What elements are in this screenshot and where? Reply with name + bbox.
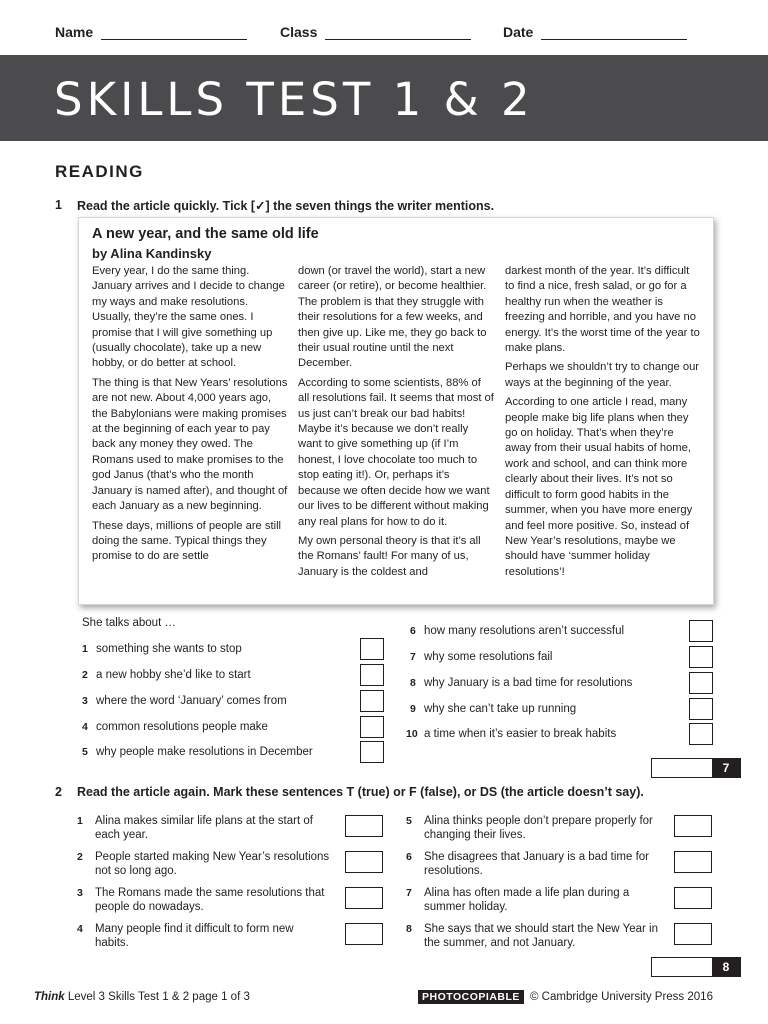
option-text: how many resolutions aren’t successful [424,625,625,637]
tick-box[interactable] [360,716,384,738]
tick-box[interactable] [360,664,384,686]
option-item [406,728,616,740]
tf-item [406,850,659,878]
option-number: 10 [406,728,418,740]
score-entry[interactable] [652,759,712,777]
item-text: She disagrees that January is a bad time for resolutions. [424,851,650,877]
option-text: something she wants to stop [96,643,242,655]
paragraph: According to one article I read, many people make big life plans when they go on holiday. That’s when they’re away from their usual habits of home, work and school, and can think more clearly about their lives. It’s not so difficult to form good habits in the summer, when you have more energy and feel more positive. So, instead of New Year’s resolutions, maybe we should have ‘summer holiday resolutions’! [505,396,693,578]
item-number: 3 [77,887,83,899]
paragraph: These days, millions of people are still doing the same. Typical things they promise to do are settle [92,519,282,563]
option-text: why people make resolutions in December [96,746,313,758]
tick-box[interactable] [360,638,384,660]
tick-box[interactable] [689,698,713,720]
tf-item [77,922,330,950]
paragraph: down (or travel the world), start a new career (or retire), or become healthier. The problem is that they struggle with their resolutions for a few weeks, and then give up. Like me, they go back to their usual routine until the next December. [298,265,487,370]
paragraph: Perhaps we shouldn’t try to change our ways at the beginning of the year. [505,361,700,389]
talks-about-label: She talks about … [82,617,176,629]
item-number: 8 [406,923,412,935]
answer-box[interactable] [674,923,712,945]
option-text: a new hobby she’d like to start [96,669,251,681]
answer-box[interactable] [345,887,383,909]
option-item [82,643,242,655]
option-number: 6 [410,625,416,637]
option-number: 9 [410,703,416,715]
item-text: People started making New Year’s resolutions not so long ago. [95,851,330,877]
date-field [503,24,687,40]
score-total: 8 [712,958,740,976]
paragraph: Every year, I do the same thing. January arrives and I decide to change my ways and make resolutions. Usually, they’re the same ones. I promise that I will give something up (usually chocolate), take up a new hobby, or do better at school. [92,265,285,370]
tick-box[interactable] [360,690,384,712]
tick-box[interactable] [689,672,713,694]
date-input-line[interactable] [541,26,687,40]
instruction-text: Read the article quickly. Tick [✓] the seven things the writer mentions. [77,199,495,213]
answer-box[interactable] [345,815,383,837]
option-number: 3 [82,695,88,707]
option-number: 8 [410,677,416,689]
option-number: 5 [82,746,88,758]
option-number: 4 [82,721,88,733]
tf-item [406,814,659,842]
answer-box[interactable] [674,887,712,909]
paragraph: My own personal theory is that it’s all the Romans’ fault! For many of us, January is the coldest and [298,534,481,578]
option-number: 1 [82,643,88,655]
title-banner [0,55,768,141]
answer-box[interactable] [674,815,712,837]
answer-box[interactable] [345,851,383,873]
article-column-1 [92,264,288,569]
item-number: 7 [406,887,412,899]
series-name: Think [34,991,65,1003]
tick-box[interactable] [689,646,713,668]
item-number: 5 [406,815,412,827]
name-label: Name [55,24,94,40]
footer-level: Level 3 Skills Test 1 & 2 page 1 of 3 [67,991,250,1003]
score-box [651,957,741,977]
class-input-line[interactable] [325,26,471,40]
option-text: where the word ‘January’ comes from [96,695,287,707]
option-text: common resolutions people make [96,721,268,733]
option-item [82,669,251,681]
item-number: 6 [406,851,412,863]
tick-box[interactable] [689,723,713,745]
name-field [55,24,247,40]
item-text: Alina thinks people don’t prepare properly for changing their lives. [424,815,653,841]
option-number: 7 [410,651,416,663]
copyright-text: © Cambridge University Press 2016 [530,991,713,1003]
option-number: 2 [82,669,88,681]
option-item [82,695,287,707]
item-text: Alina makes similar life plans at the start of each year. [95,815,313,841]
tf-item [77,886,330,914]
article-title: A new year, and the same old life [92,226,319,242]
name-input-line[interactable] [101,26,247,40]
page-title: SKILLS TEST 1 & 2 [54,73,534,126]
question-number: 2 [55,785,62,799]
option-item [410,677,632,689]
item-text: She says that we should start the New Year in the summer, and not January. [424,923,658,949]
item-text: The Romans made the same resolutions that people do nowadays. [95,887,325,913]
paragraph: According to some scientists, 88% of all resolutions fail. It seems that most of us just can’t break our bad habits! Maybe it’s because we don’t really want to give something up (if I’m honest, I love chocolate too much to stop eating it!). Or, perhaps it’s because we often decide how we want our lives to be different without making any real plans for how to do it. [298,376,494,528]
paragraph: The thing is that New Years’ resolutions are not new. About 4,000 years ago, the Babylonians were making promises at the beginning of each year to pay back any money they owed. The Romans used to make promises to the god Janus (that’s who the month January is named after), and thought of each January as a new beginning. [92,376,288,513]
tf-item [77,850,330,878]
article-column-3 [505,264,701,584]
answer-box[interactable] [674,851,712,873]
article-column-2 [298,264,494,584]
option-text: why January is a bad time for resolutions [424,677,633,689]
option-item [410,651,552,663]
tf-item [406,922,659,950]
section-title: READING [55,162,144,181]
item-number: 4 [77,923,83,935]
tf-item [77,814,330,842]
option-item [410,625,624,637]
instruction-text: Read the article again. Mark these sentences T (true) or F (false), or DS (the article doesn’t say). [77,785,644,799]
option-text: why some resolutions fail [424,651,553,663]
tf-item [406,886,659,914]
question-1-instruction [55,198,494,213]
footer-info [34,991,250,1003]
paragraph: darkest month of the year. It’s difficult to find a nice, fresh salad, or go for a healthy run when the weather is freezing and horrible, and you have no energy. It’s the worst time of the year to make plans. [505,265,700,355]
tick-box[interactable] [689,620,713,642]
date-label: Date [503,24,534,40]
article-box [78,217,714,605]
option-item [410,703,576,715]
option-text: why she can’t take up running [424,703,577,715]
score-total: 7 [712,759,740,777]
class-field [280,24,471,40]
question-2-instruction [55,785,644,799]
score-box [651,758,741,778]
score-entry[interactable] [652,958,712,976]
photocopiable-badge: PHOTOCOPIABLE [418,990,524,1004]
item-number: 2 [77,851,83,863]
option-item [82,721,268,733]
article-byline: by Alina Kandinsky [92,246,212,261]
class-label: Class [280,24,318,40]
item-text: Alina has often made a life plan during a summer holiday. [424,887,630,913]
option-item [82,746,313,758]
option-text: a time when it’s easier to break habits [424,728,617,740]
tick-box[interactable] [360,741,384,763]
question-number: 1 [55,198,62,212]
item-text: Many people find it difficult to form new habits. [95,923,294,949]
item-number: 1 [77,815,83,827]
answer-box[interactable] [345,923,383,945]
